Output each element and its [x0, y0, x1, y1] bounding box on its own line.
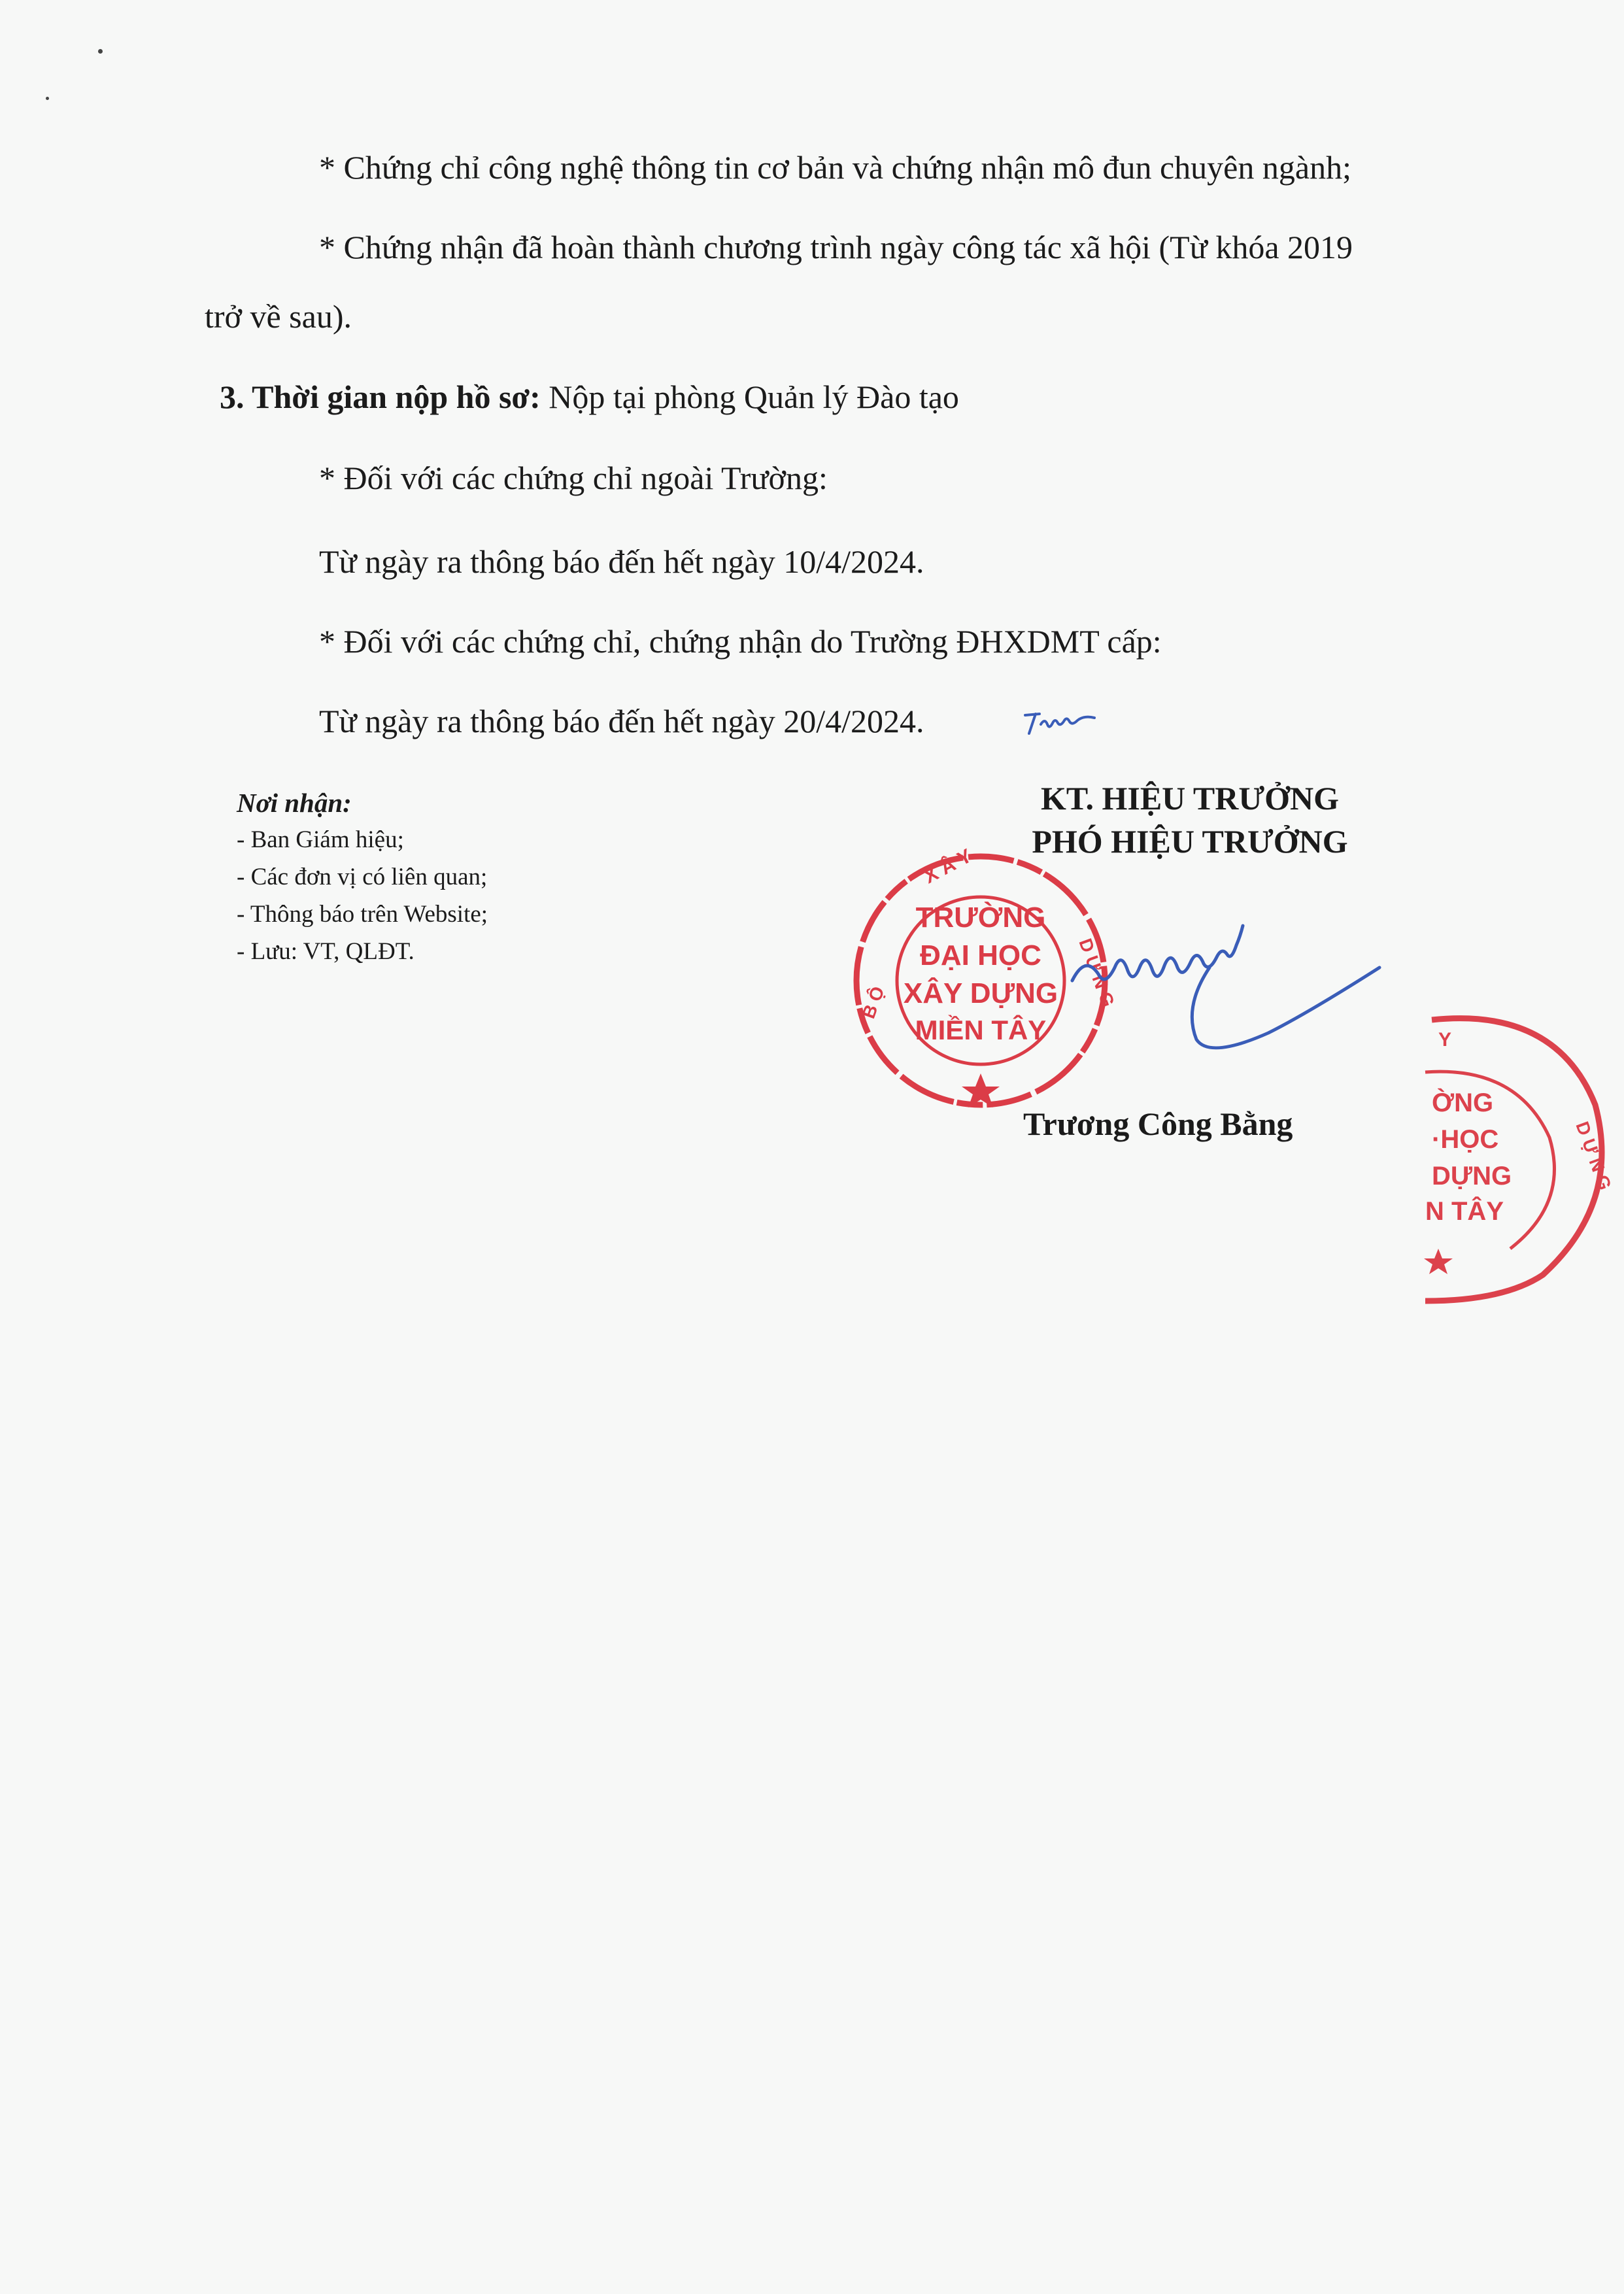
svg-text:DỰNG: DỰNG — [1432, 1162, 1512, 1190]
svg-text:·HỌC: ·HỌC — [1432, 1125, 1499, 1154]
svg-text:D Ự N G: D Ự N G — [1572, 1119, 1616, 1193]
inside-certificates-deadline — [319, 701, 924, 741]
svg-text:ỜNG: ỜNG — [1432, 1088, 1494, 1117]
recipients-title: Nơi nhận: — [237, 788, 352, 818]
svg-text:ĐẠI HỌC: ĐẠI HỌC — [920, 939, 1041, 971]
inside-deadline-text: Từ ngày ra thông báo đến hết ngày 20/4/2024. — [319, 703, 924, 739]
scan-speck — [46, 97, 49, 100]
svg-text:X Â Y: X Â Y — [920, 845, 975, 888]
svg-text:TRƯỜNG: TRƯỜNG — [915, 902, 1046, 934]
initials-signature — [1020, 701, 1111, 740]
svg-text:N TÂY: N TÂY — [1425, 1197, 1504, 1226]
section-3-text: Nộp tại phòng Quản lý Đào tạo — [540, 379, 959, 415]
bullet-social-work-line2: trở về sau). — [205, 298, 352, 335]
outside-certificates-label: * Đối với các chứng chỉ ngoài Trường: — [319, 460, 828, 496]
recipient-item: - Thông báo trên Website; — [237, 901, 488, 928]
recipient-item: - Các đơn vị có liên quan; — [237, 864, 488, 890]
outside-certificates-deadline: Từ ngày ra thông báo đến hết ngày 10/4/2024. — [319, 543, 924, 580]
svg-text:B Ộ: B Ộ — [858, 983, 888, 1022]
signature-title-line1: KT. HIỆU TRƯỞNG — [1040, 780, 1340, 817]
partial-stamp — [1419, 1000, 1624, 1301]
signer-name: Trương Công Bằng — [1023, 1105, 1293, 1142]
svg-text:MIỀN TÂY: MIỀN TÂY — [915, 1015, 1047, 1045]
bullet-social-work-line1: * Chứng nhận đã hoàn thành chương trình ngày công tác xã hội (Từ khóa 2019 — [319, 229, 1353, 265]
section-3 — [220, 377, 959, 417]
recipient-item: - Ban Giám hiệu; — [237, 826, 404, 853]
bullet-it-certificate: * Chứng chỉ công nghệ thông tin cơ bản và chứng nhận mô đun chuyên ngành; — [319, 149, 1351, 186]
recipient-item: - Lưu: VT, QLĐT. — [237, 938, 414, 965]
svg-text:XÂY DỰNG: XÂY DỰNG — [903, 977, 1058, 1009]
scan-speck — [98, 49, 103, 54]
recipients-block — [237, 784, 488, 970]
svg-text:D Ự N G: D Ự N G — [1075, 936, 1119, 1010]
handwritten-signature — [1059, 909, 1399, 1059]
inside-certificates-label: * Đối với các chứng chỉ, chứng nhận do Trường ĐHXDMT cấp: — [319, 623, 1162, 660]
svg-text:Y: Y — [1438, 1029, 1452, 1051]
signature-title-line2: PHÓ HIỆU TRƯỞNG — [1032, 823, 1348, 860]
section-3-heading: 3. Thời gian nộp hồ sơ: — [220, 379, 541, 415]
